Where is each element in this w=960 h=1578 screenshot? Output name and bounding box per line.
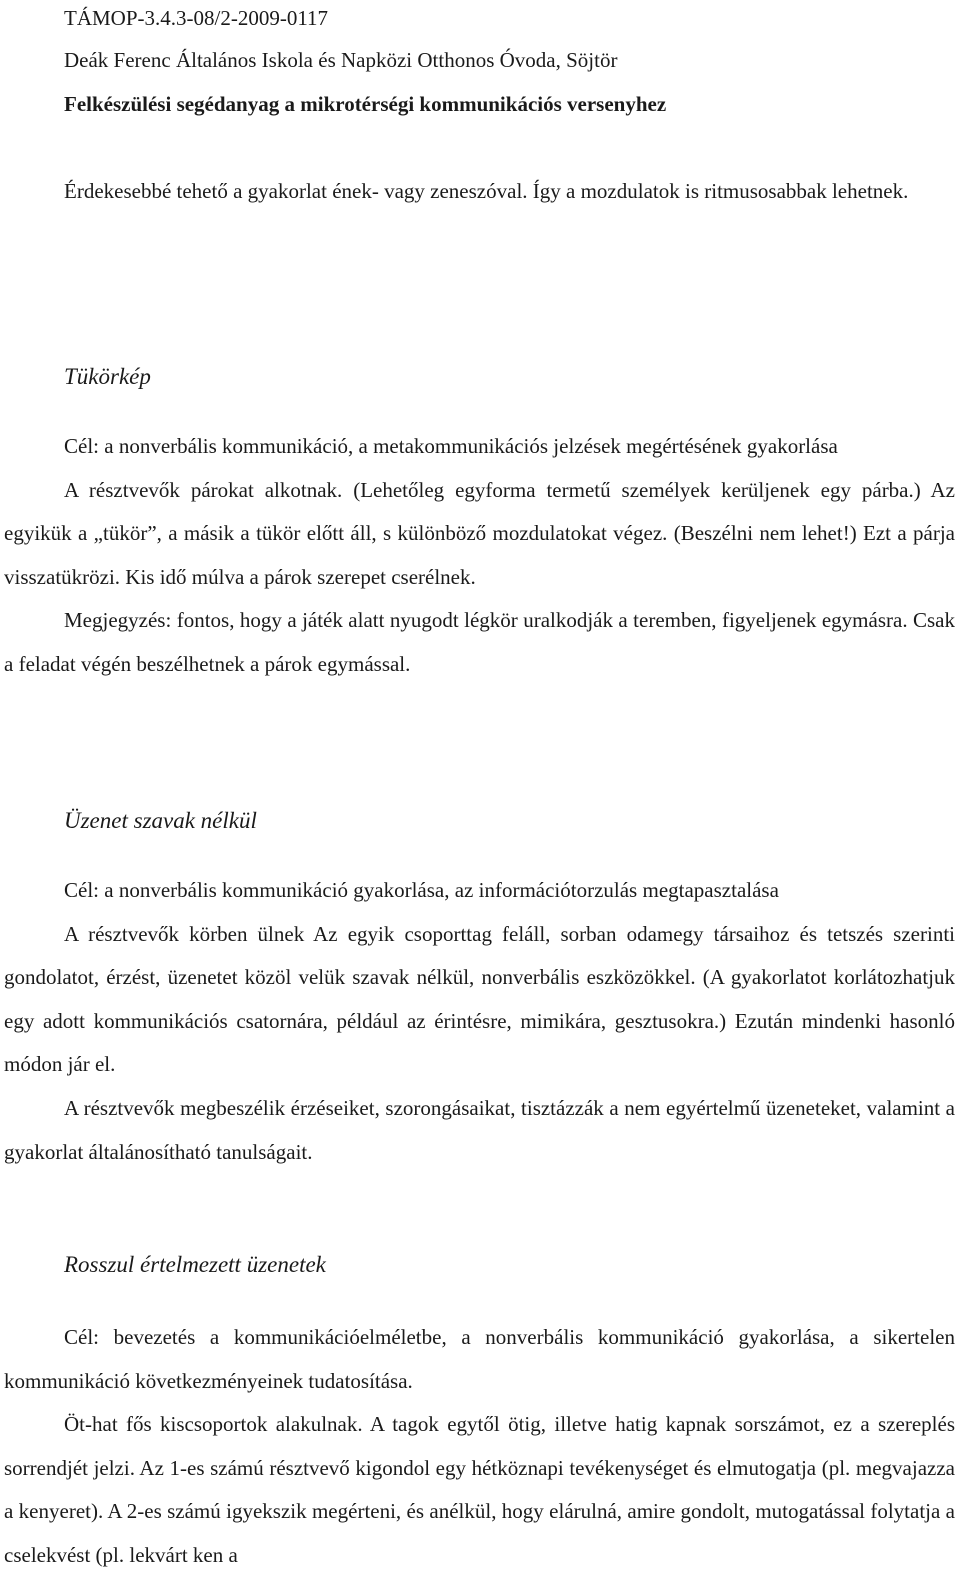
school-name: Deák Ferenc Általános Iskola és Napközi Otthonos Óvoda, Söjtör <box>64 48 618 72</box>
paragraph: Cél: a nonverbális kommunikáció, a metakommunikációs jelzések megértésének gyakorlása <box>64 434 838 458</box>
section-body-tukorkep <box>4 425 955 687</box>
section-title-rosszul-ertelmezett-uzenetek: Rosszul értelmezett üzenetek <box>64 1252 326 1277</box>
paragraph: Cél: a nonverbális kommunikáció gyakorlása, az információtorzulás megtapasztalása <box>64 878 779 902</box>
document-subtitle: Felkészülési segédanyag a mikrotérségi kommunikációs versenyhez <box>64 92 667 116</box>
paragraph: A résztvevők megbeszélik érzéseiket, szorongásaikat, tisztázzák a nem egyértelmű üzeneteket, valamint a gyakorlat általánosítható tanulságait. <box>4 1095 955 1164</box>
section-title-tukorkep: Tükörkép <box>64 364 151 389</box>
section-title-uzenet-szavak-nelkul: Üzenet szavak nélkül <box>64 808 257 833</box>
paragraph: Cél: bevezetés a kommunikációelméletbe, a nonverbális kommunikáció gyakorlása, a sikertelen kommunikáció következményeinek tudatosítása. <box>4 1325 955 1393</box>
paragraph: Megjegyzés: fontos, hogy a játék alatt nyugodt légkör uralkodják a teremben, figyeljenek egymásra. Csak a feladat végén beszélhetnek a párok egymással. <box>4 608 955 676</box>
intro-block <box>4 170 955 214</box>
section-body-rosszul-ertelmezett-uzenetek <box>4 1316 955 1578</box>
project-code: TÁMOP-3.4.3-08/2-2009-0117 <box>64 6 329 30</box>
paragraph: Öt-hat fős kiscsoportok alakulnak. A tagok egytől ötig, illetve hatig kapnak sorszámot, ez a szereplés sorrendjét jelzi. Az 1-es számú résztvevő kigondol egy hétköznapi tevékenységet és elmutogatja (pl. megvajazza a kenyeret). A 2-es számú igyekszik megérteni, és anélkül, hogy elárulná, amire gondolt, mutogatással folytatja a cselekvést (pl. lekvárt ken a <box>4 1412 955 1567</box>
section-body-uzenet-szavak-nelkul <box>4 869 955 1174</box>
paragraph: A résztvevők párokat alkotnak. (Lehetőleg egyforma termetű személyek kerüljenek egy párba.) Az egyikük a „tükör”, a másik a tükör előtt áll, s különböző mozdulatokat végez. (Beszélni nem lehet!) Ezt a párja visszatükrözi. Kis idő múlva a párok szerepet cserélnek. <box>4 477 955 589</box>
paragraph: A résztvevők körben ülnek Az egyik csoporttag feláll, sorban odamegy társaihoz és tetszés szerinti gondolatot, érzést, üzenetet közöl velük szavak nélkül, nonverbális eszközökkel. (A gyakorlatot korlátozhatjuk egy adott kommunikációs csatornára, például az érintésre, mimikára, gesztusokra.) Ezután mindenki hasonló módon jár el. <box>4 921 955 1077</box>
intro-paragraph: Érdekesebbé tehető a gyakorlat ének- vagy zeneszóval. Így a mozdulatok is ritmusosabbak lehetnek. <box>64 179 909 203</box>
